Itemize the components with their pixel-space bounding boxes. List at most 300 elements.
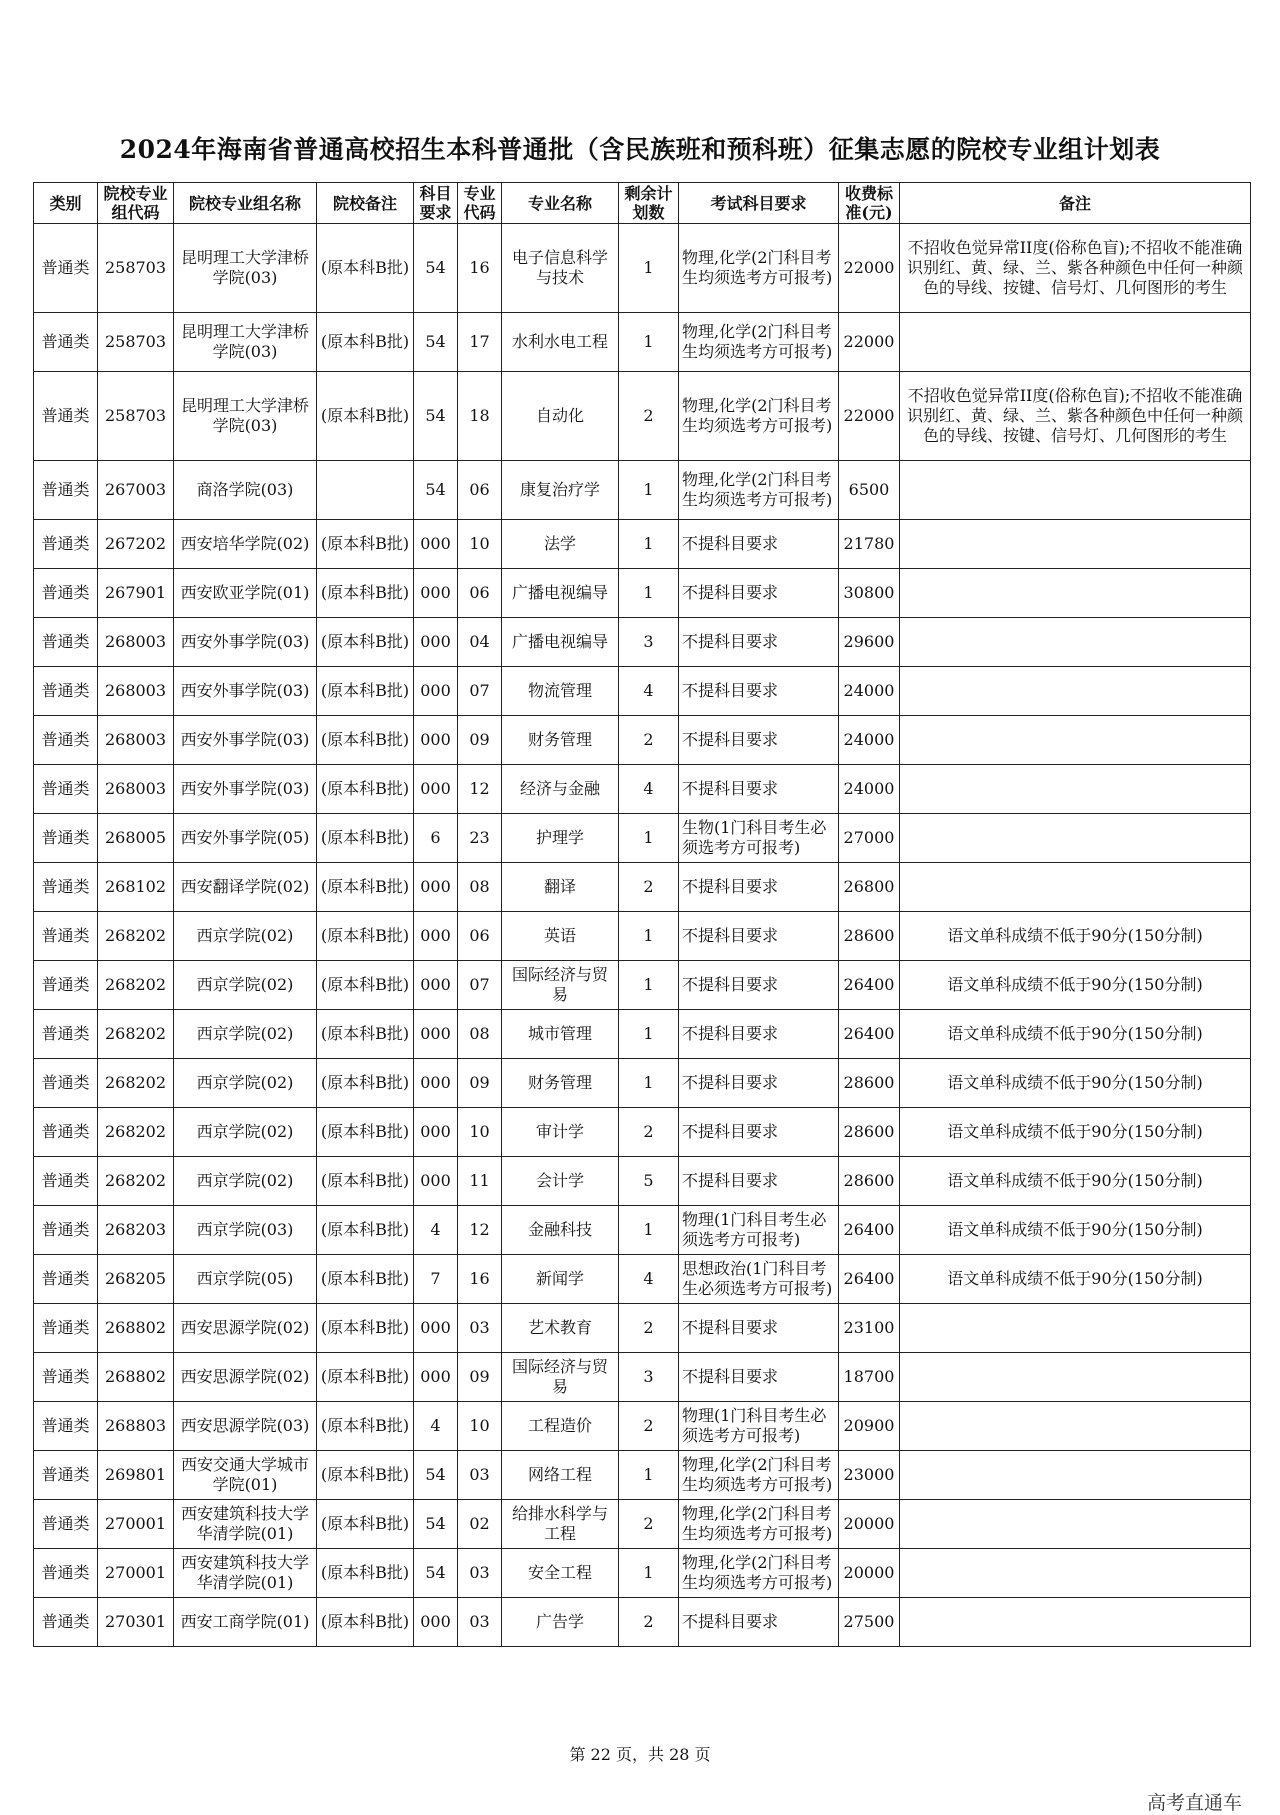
remaining-plan-cell: 1 bbox=[619, 1451, 679, 1500]
subject-code-cell: 54 bbox=[414, 461, 458, 520]
group-name-cell: 西京学院(02) bbox=[174, 1059, 317, 1108]
fee-cell: 29600 bbox=[839, 618, 900, 667]
group-code-cell: 268202 bbox=[98, 1108, 174, 1157]
group-name-cell: 西安建筑科技大学华清学院(01) bbox=[174, 1500, 317, 1549]
subject-requirement-cell bbox=[679, 1598, 839, 1647]
group-name-cell: 西安工商学院(01) bbox=[174, 1598, 317, 1647]
remaining-plan-cell: 1 bbox=[619, 961, 679, 1010]
requirement-text: 不提科目要求 bbox=[682, 1318, 779, 1337]
subject-code-cell: 000 bbox=[414, 618, 458, 667]
category-cell: 普通类 bbox=[34, 1255, 98, 1304]
fee-cell: 28600 bbox=[839, 1108, 900, 1157]
fee-cell: 28600 bbox=[839, 1157, 900, 1206]
category-cell: 普通类 bbox=[34, 1451, 98, 1500]
subject-requirement-cell bbox=[679, 313, 839, 372]
category-cell: 普通类 bbox=[34, 618, 98, 667]
header-cell: 收费标准(元) bbox=[839, 183, 900, 224]
subject-requirement-cell bbox=[679, 224, 839, 313]
requirement-text: 物理,化学(2门科目考生均须选考方可报考) bbox=[682, 470, 833, 509]
remaining-plan-cell: 2 bbox=[619, 372, 679, 461]
subject-code-cell: 54 bbox=[414, 372, 458, 461]
school-remark-cell: (原本科B批) bbox=[317, 1353, 414, 1402]
table-row bbox=[34, 372, 1251, 461]
major-code-cell: 04 bbox=[458, 618, 502, 667]
fee-cell: 26400 bbox=[839, 1206, 900, 1255]
category-cell: 普通类 bbox=[34, 765, 98, 814]
category-cell: 普通类 bbox=[34, 667, 98, 716]
subject-requirement-cell bbox=[679, 1157, 839, 1206]
school-remark-cell: (原本科B批) bbox=[317, 1157, 414, 1206]
header-cell: 科目要求 bbox=[414, 183, 458, 224]
group-name-cell: 西京学院(02) bbox=[174, 961, 317, 1010]
category-cell: 普通类 bbox=[34, 1598, 98, 1647]
subject-requirement-cell bbox=[679, 569, 839, 618]
subject-code-cell: 4 bbox=[414, 1206, 458, 1255]
major-code-cell: 07 bbox=[458, 667, 502, 716]
school-remark-cell: (原本科B批) bbox=[317, 1451, 414, 1500]
remaining-plan-cell: 1 bbox=[619, 520, 679, 569]
major-code-cell: 17 bbox=[458, 313, 502, 372]
group-code-cell: 270001 bbox=[98, 1500, 174, 1549]
category-cell: 普通类 bbox=[34, 1304, 98, 1353]
group-name-cell: 西安思源学院(02) bbox=[174, 1304, 317, 1353]
subject-requirement-cell bbox=[679, 667, 839, 716]
group-code-cell: 267901 bbox=[98, 569, 174, 618]
category-cell: 普通类 bbox=[34, 1500, 98, 1549]
category-cell: 普通类 bbox=[34, 1353, 98, 1402]
major-code-cell: 08 bbox=[458, 863, 502, 912]
fee-cell: 24000 bbox=[839, 716, 900, 765]
subject-code-cell: 000 bbox=[414, 961, 458, 1010]
major-code-cell: 12 bbox=[458, 765, 502, 814]
school-remark-cell: (原本科B批) bbox=[317, 224, 414, 313]
group-code-cell: 267003 bbox=[98, 461, 174, 520]
major-code-cell: 06 bbox=[458, 912, 502, 961]
fee-cell: 18700 bbox=[839, 1353, 900, 1402]
requirement-text: 物理,化学(2门科目考生均须选考方可报考) bbox=[682, 248, 833, 287]
note-cell: 语文单科成绩不低于90分(150分制) bbox=[900, 1255, 1251, 1304]
subject-requirement-cell bbox=[679, 1108, 839, 1157]
requirement-text: 不提科目要求 bbox=[682, 975, 779, 994]
remaining-plan-cell: 3 bbox=[619, 618, 679, 667]
table-row bbox=[34, 224, 1251, 313]
table-row bbox=[34, 1108, 1251, 1157]
category-cell: 普通类 bbox=[34, 1157, 98, 1206]
note-cell bbox=[900, 1402, 1251, 1451]
group-name-cell: 西安欧亚学院(01) bbox=[174, 569, 317, 618]
school-remark-cell: (原本科B批) bbox=[317, 961, 414, 1010]
requirement-text: 不提科目要求 bbox=[682, 583, 779, 602]
category-cell: 普通类 bbox=[34, 1059, 98, 1108]
category-cell: 普通类 bbox=[34, 520, 98, 569]
school-remark-cell: (原本科B批) bbox=[317, 1059, 414, 1108]
header-cell: 院校专业组代码 bbox=[98, 183, 174, 224]
major-name-cell: 广播电视编导 bbox=[502, 569, 619, 618]
remaining-plan-cell: 1 bbox=[619, 1010, 679, 1059]
group-name-cell: 昆明理工大学津桥学院(03) bbox=[174, 224, 317, 313]
school-remark-cell: (原本科B批) bbox=[317, 1255, 414, 1304]
group-code-cell: 268202 bbox=[98, 1010, 174, 1059]
subject-code-cell: 54 bbox=[414, 1549, 458, 1598]
fee-cell: 28600 bbox=[839, 1059, 900, 1108]
subject-requirement-cell bbox=[679, 1402, 839, 1451]
group-name-cell: 昆明理工大学津桥学院(03) bbox=[174, 372, 317, 461]
major-code-cell: 07 bbox=[458, 961, 502, 1010]
category-cell: 普通类 bbox=[34, 224, 98, 313]
major-name-cell: 审计学 bbox=[502, 1108, 619, 1157]
major-name-cell: 新闻学 bbox=[502, 1255, 619, 1304]
major-name-cell: 给排水科学与工程 bbox=[502, 1500, 619, 1549]
major-name-cell: 城市管理 bbox=[502, 1010, 619, 1059]
table-row bbox=[34, 667, 1251, 716]
fee-cell: 27000 bbox=[839, 814, 900, 863]
note-cell bbox=[900, 765, 1251, 814]
major-name-cell: 国际经济与贸易 bbox=[502, 961, 619, 1010]
table-row bbox=[34, 912, 1251, 961]
category-cell: 普通类 bbox=[34, 372, 98, 461]
group-code-cell: 258703 bbox=[98, 313, 174, 372]
category-cell: 普通类 bbox=[34, 912, 98, 961]
header-cell: 考试科目要求 bbox=[679, 183, 839, 224]
group-name-cell: 西安思源学院(03) bbox=[174, 1402, 317, 1451]
note-cell: 语文单科成绩不低于90分(150分制) bbox=[900, 1108, 1251, 1157]
note-cell bbox=[900, 667, 1251, 716]
major-name-cell: 护理学 bbox=[502, 814, 619, 863]
school-remark-cell: (原本科B批) bbox=[317, 618, 414, 667]
major-code-cell: 12 bbox=[458, 1206, 502, 1255]
school-remark-cell: (原本科B批) bbox=[317, 1549, 414, 1598]
header-cell: 剩余计划数 bbox=[619, 183, 679, 224]
major-code-cell: 10 bbox=[458, 1108, 502, 1157]
requirement-text: 不提科目要求 bbox=[682, 1612, 779, 1631]
group-code-cell: 270301 bbox=[98, 1598, 174, 1647]
category-cell: 普通类 bbox=[34, 716, 98, 765]
subject-code-cell: 54 bbox=[414, 313, 458, 372]
school-remark-cell: (原本科B批) bbox=[317, 1206, 414, 1255]
group-name-cell: 西安交通大学城市学院(01) bbox=[174, 1451, 317, 1500]
major-name-cell: 物流管理 bbox=[502, 667, 619, 716]
requirement-text: 思想政治(1门科目考生必须选考方可报考) bbox=[682, 1259, 833, 1298]
subject-requirement-cell bbox=[679, 961, 839, 1010]
remaining-plan-cell: 1 bbox=[619, 224, 679, 313]
school-remark-cell: (原本科B批) bbox=[317, 716, 414, 765]
major-code-cell: 10 bbox=[458, 520, 502, 569]
requirement-text: 物理,化学(2门科目考生均须选考方可报考) bbox=[682, 1553, 833, 1592]
subject-code-cell: 000 bbox=[414, 1304, 458, 1353]
major-code-cell: 09 bbox=[458, 1059, 502, 1108]
school-remark-cell: (原本科B批) bbox=[317, 912, 414, 961]
group-name-cell: 昆明理工大学津桥学院(03) bbox=[174, 313, 317, 372]
table-row bbox=[34, 1549, 1251, 1598]
requirement-text: 物理,化学(2门科目考生均须选考方可报考) bbox=[682, 1455, 833, 1494]
group-code-cell: 268802 bbox=[98, 1304, 174, 1353]
header-cell: 专业代码 bbox=[458, 183, 502, 224]
remaining-plan-cell: 1 bbox=[619, 912, 679, 961]
header-cell: 院校专业组名称 bbox=[174, 183, 317, 224]
subject-requirement-cell bbox=[679, 1500, 839, 1549]
subject-code-cell: 000 bbox=[414, 765, 458, 814]
group-code-cell: 268202 bbox=[98, 1157, 174, 1206]
remaining-plan-cell: 2 bbox=[619, 1500, 679, 1549]
fee-cell: 22000 bbox=[839, 224, 900, 313]
note-cell bbox=[900, 569, 1251, 618]
table-row bbox=[34, 1451, 1251, 1500]
remaining-plan-cell: 2 bbox=[619, 716, 679, 765]
subject-requirement-cell bbox=[679, 765, 839, 814]
major-code-cell: 16 bbox=[458, 1255, 502, 1304]
requirement-text: 不提科目要求 bbox=[682, 926, 779, 945]
header-row bbox=[34, 183, 1251, 224]
fee-cell: 27500 bbox=[839, 1598, 900, 1647]
requirement-text: 不提科目要求 bbox=[682, 632, 779, 651]
note-cell bbox=[900, 461, 1251, 520]
major-name-cell: 安全工程 bbox=[502, 1549, 619, 1598]
group-code-cell: 268005 bbox=[98, 814, 174, 863]
table-row bbox=[34, 863, 1251, 912]
table-row bbox=[34, 1598, 1251, 1647]
remaining-plan-cell: 4 bbox=[619, 667, 679, 716]
remaining-plan-cell: 1 bbox=[619, 569, 679, 618]
major-code-cell: 11 bbox=[458, 1157, 502, 1206]
fee-cell: 26800 bbox=[839, 863, 900, 912]
group-code-cell: 268202 bbox=[98, 912, 174, 961]
remaining-plan-cell: 1 bbox=[619, 461, 679, 520]
subject-requirement-cell bbox=[679, 1206, 839, 1255]
group-code-cell: 268003 bbox=[98, 667, 174, 716]
category-cell: 普通类 bbox=[34, 313, 98, 372]
requirement-text: 不提科目要求 bbox=[682, 681, 779, 700]
remaining-plan-cell: 2 bbox=[619, 863, 679, 912]
watermark: 高考直通车 bbox=[1147, 1792, 1243, 1814]
major-code-cell: 06 bbox=[458, 461, 502, 520]
table-row bbox=[34, 1402, 1251, 1451]
requirement-text: 物理(1门科目考生必须选考方可报考) bbox=[682, 1406, 827, 1445]
subject-requirement-cell bbox=[679, 1304, 839, 1353]
group-name-cell: 西安外事学院(03) bbox=[174, 765, 317, 814]
subject-code-cell: 000 bbox=[414, 520, 458, 569]
major-code-cell: 06 bbox=[458, 569, 502, 618]
school-remark-cell: (原本科B批) bbox=[317, 313, 414, 372]
subject-requirement-cell bbox=[679, 814, 839, 863]
category-cell: 普通类 bbox=[34, 1549, 98, 1598]
group-name-cell: 西京学院(03) bbox=[174, 1206, 317, 1255]
remaining-plan-cell: 4 bbox=[619, 1255, 679, 1304]
table-row bbox=[34, 814, 1251, 863]
requirement-text: 不提科目要求 bbox=[682, 1367, 779, 1386]
subject-requirement-cell bbox=[679, 1255, 839, 1304]
group-name-cell: 西京学院(02) bbox=[174, 1157, 317, 1206]
school-remark-cell: (原本科B批) bbox=[317, 1402, 414, 1451]
requirement-text: 物理,化学(2门科目考生均须选考方可报考) bbox=[682, 396, 833, 435]
category-cell: 普通类 bbox=[34, 1206, 98, 1255]
subject-code-cell: 4 bbox=[414, 1402, 458, 1451]
category-cell: 普通类 bbox=[34, 1402, 98, 1451]
table-row bbox=[34, 1010, 1251, 1059]
subject-code-cell: 7 bbox=[414, 1255, 458, 1304]
subject-code-cell: 000 bbox=[414, 1059, 458, 1108]
category-cell: 普通类 bbox=[34, 814, 98, 863]
remaining-plan-cell: 1 bbox=[619, 1059, 679, 1108]
major-code-cell: 08 bbox=[458, 1010, 502, 1059]
note-cell bbox=[900, 1500, 1251, 1549]
requirement-text: 不提科目要求 bbox=[682, 1024, 779, 1043]
group-name-cell: 西安思源学院(02) bbox=[174, 1353, 317, 1402]
group-code-cell: 267202 bbox=[98, 520, 174, 569]
school-remark-cell: (原本科B批) bbox=[317, 667, 414, 716]
group-name-cell: 西京学院(05) bbox=[174, 1255, 317, 1304]
table-row bbox=[34, 618, 1251, 667]
note-cell bbox=[900, 814, 1251, 863]
group-code-cell: 258703 bbox=[98, 372, 174, 461]
school-remark-cell: (原本科B批) bbox=[317, 1304, 414, 1353]
requirement-text: 不提科目要求 bbox=[682, 1171, 779, 1190]
school-remark-cell: (原本科B批) bbox=[317, 569, 414, 618]
major-code-cell: 16 bbox=[458, 224, 502, 313]
subject-code-cell: 000 bbox=[414, 912, 458, 961]
major-code-cell: 18 bbox=[458, 372, 502, 461]
note-cell: 语文单科成绩不低于90分(150分制) bbox=[900, 1157, 1251, 1206]
fee-cell: 20000 bbox=[839, 1549, 900, 1598]
note-cell: 语文单科成绩不低于90分(150分制) bbox=[900, 1010, 1251, 1059]
subject-requirement-cell bbox=[679, 520, 839, 569]
fee-cell: 26400 bbox=[839, 1255, 900, 1304]
subject-requirement-cell bbox=[679, 618, 839, 667]
school-remark-cell: (原本科B批) bbox=[317, 863, 414, 912]
major-name-cell: 英语 bbox=[502, 912, 619, 961]
group-code-cell: 268003 bbox=[98, 716, 174, 765]
fee-cell: 6500 bbox=[839, 461, 900, 520]
table-row bbox=[34, 961, 1251, 1010]
subject-code-cell: 000 bbox=[414, 1108, 458, 1157]
note-cell bbox=[900, 1353, 1251, 1402]
major-code-cell: 23 bbox=[458, 814, 502, 863]
major-name-cell: 财务管理 bbox=[502, 716, 619, 765]
table-row bbox=[34, 1059, 1251, 1108]
note-cell: 语文单科成绩不低于90分(150分制) bbox=[900, 961, 1251, 1010]
requirement-text: 生物(1门科目考生必须选考方可报考) bbox=[682, 818, 827, 857]
note-cell: 不招收色觉异常II度(俗称色盲);不招收不能准确识别红、黄、绿、兰、紫各种颜色中任何一种颜色的导线、按键、信号灯、几何图形的考生 bbox=[900, 372, 1251, 461]
subject-code-cell: 000 bbox=[414, 1157, 458, 1206]
requirement-text: 物理,化学(2门科目考生均须选考方可报考) bbox=[682, 322, 833, 361]
group-code-cell: 269801 bbox=[98, 1451, 174, 1500]
fee-cell: 22000 bbox=[839, 372, 900, 461]
requirement-text: 不提科目要求 bbox=[682, 779, 779, 798]
header-cell: 备注 bbox=[900, 183, 1251, 224]
subject-code-cell: 000 bbox=[414, 716, 458, 765]
subject-code-cell: 000 bbox=[414, 667, 458, 716]
major-code-cell: 03 bbox=[458, 1598, 502, 1647]
fee-cell: 28600 bbox=[839, 912, 900, 961]
school-remark-cell: (原本科B批) bbox=[317, 1010, 414, 1059]
subject-requirement-cell bbox=[679, 912, 839, 961]
fee-cell: 30800 bbox=[839, 569, 900, 618]
fee-cell: 23000 bbox=[839, 1451, 900, 1500]
subject-code-cell: 54 bbox=[414, 1451, 458, 1500]
subject-requirement-cell bbox=[679, 372, 839, 461]
major-code-cell: 02 bbox=[458, 1500, 502, 1549]
category-cell: 普通类 bbox=[34, 569, 98, 618]
table-row bbox=[34, 1353, 1251, 1402]
major-name-cell: 艺术教育 bbox=[502, 1304, 619, 1353]
group-name-cell: 西安建筑科技大学华清学院(01) bbox=[174, 1549, 317, 1598]
category-cell: 普通类 bbox=[34, 863, 98, 912]
major-name-cell: 法学 bbox=[502, 520, 619, 569]
subject-requirement-cell bbox=[679, 1059, 839, 1108]
page-title: 2024年海南省普通高校招生本科普通批（含民族班和预科班）征集志愿的院校专业组计划表 bbox=[119, 135, 1161, 164]
subject-code-cell: 6 bbox=[414, 814, 458, 863]
category-cell: 普通类 bbox=[34, 961, 98, 1010]
group-name-cell: 商洛学院(03) bbox=[174, 461, 317, 520]
requirement-text: 不提科目要求 bbox=[682, 730, 779, 749]
table-row bbox=[34, 1304, 1251, 1353]
table-row bbox=[34, 1500, 1251, 1549]
school-remark-cell bbox=[317, 461, 414, 520]
requirement-text: 物理,化学(2门科目考生均须选考方可报考) bbox=[682, 1504, 833, 1543]
requirement-text: 不提科目要求 bbox=[682, 1073, 779, 1092]
major-name-cell: 财务管理 bbox=[502, 1059, 619, 1108]
school-remark-cell: (原本科B批) bbox=[317, 765, 414, 814]
note-cell bbox=[900, 1598, 1251, 1647]
header-cell: 专业名称 bbox=[502, 183, 619, 224]
group-name-cell: 西京学院(02) bbox=[174, 1108, 317, 1157]
group-code-cell: 268203 bbox=[98, 1206, 174, 1255]
school-remark-cell: (原本科B批) bbox=[317, 372, 414, 461]
header-cell: 类别 bbox=[34, 183, 98, 224]
group-name-cell: 西京学院(02) bbox=[174, 1010, 317, 1059]
subject-requirement-cell bbox=[679, 1010, 839, 1059]
subject-requirement-cell bbox=[679, 863, 839, 912]
table-row bbox=[34, 313, 1251, 372]
fee-cell: 22000 bbox=[839, 313, 900, 372]
page-footer: 第 22 页，共 28 页 bbox=[569, 1745, 711, 1764]
table-row bbox=[34, 520, 1251, 569]
note-cell bbox=[900, 863, 1251, 912]
subject-requirement-cell bbox=[679, 1353, 839, 1402]
remaining-plan-cell: 2 bbox=[619, 1304, 679, 1353]
group-code-cell: 268205 bbox=[98, 1255, 174, 1304]
school-remark-cell: (原本科B批) bbox=[317, 520, 414, 569]
major-name-cell: 工程造价 bbox=[502, 1402, 619, 1451]
major-code-cell: 09 bbox=[458, 716, 502, 765]
requirement-text: 不提科目要求 bbox=[682, 534, 779, 553]
requirement-text: 物理(1门科目考生必须选考方可报考) bbox=[682, 1210, 827, 1249]
note-cell bbox=[900, 1451, 1251, 1500]
header-cell: 院校备注 bbox=[317, 183, 414, 224]
major-name-cell: 水利水电工程 bbox=[502, 313, 619, 372]
remaining-plan-cell: 1 bbox=[619, 313, 679, 372]
fee-cell: 26400 bbox=[839, 1010, 900, 1059]
plan-table bbox=[33, 182, 1251, 1647]
table-row bbox=[34, 716, 1251, 765]
group-code-cell: 258703 bbox=[98, 224, 174, 313]
group-code-cell: 268803 bbox=[98, 1402, 174, 1451]
group-code-cell: 268003 bbox=[98, 618, 174, 667]
major-name-cell: 国际经济与贸易 bbox=[502, 1353, 619, 1402]
major-code-cell: 10 bbox=[458, 1402, 502, 1451]
category-cell: 普通类 bbox=[34, 1010, 98, 1059]
subject-requirement-cell bbox=[679, 716, 839, 765]
major-name-cell: 经济与金融 bbox=[502, 765, 619, 814]
fee-cell: 24000 bbox=[839, 765, 900, 814]
note-cell: 不招收色觉异常II度(俗称色盲);不招收不能准确识别红、黄、绿、兰、紫各种颜色中任何一种颜色的导线、按键、信号灯、几何图形的考生 bbox=[900, 224, 1251, 313]
remaining-plan-cell: 4 bbox=[619, 765, 679, 814]
table-row bbox=[34, 461, 1251, 520]
remaining-plan-cell: 2 bbox=[619, 1598, 679, 1647]
fee-cell: 24000 bbox=[839, 667, 900, 716]
group-code-cell: 268202 bbox=[98, 1059, 174, 1108]
school-remark-cell: (原本科B批) bbox=[317, 1500, 414, 1549]
major-name-cell: 电子信息科学与技术 bbox=[502, 224, 619, 313]
